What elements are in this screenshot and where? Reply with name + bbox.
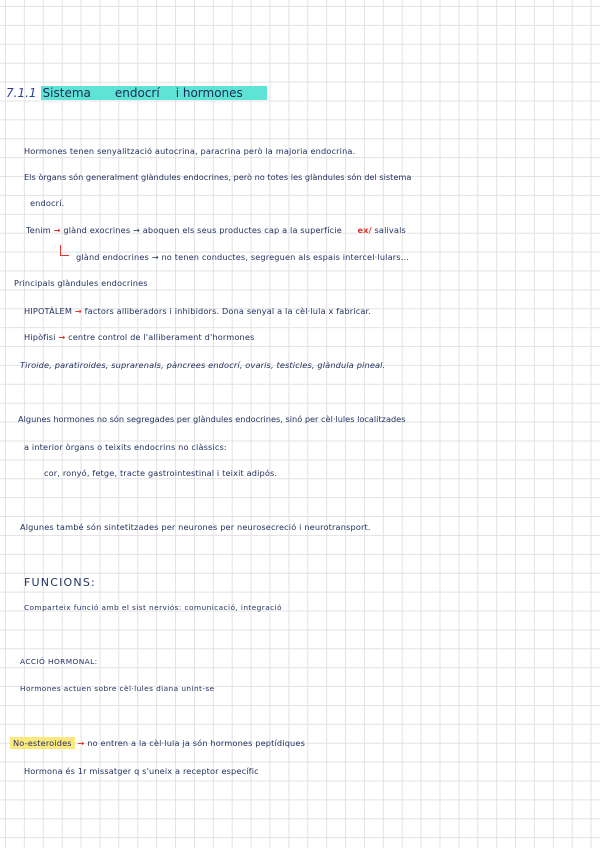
note-line-9: Tiroide, paratiroides, suprarenals, pàncrees endocrí, ovaris, testicles, glàndula pineal. <box>20 360 386 370</box>
note-line-15: Comparteix funció amb el sist nerviós: comunicació, integració <box>24 603 282 612</box>
hipofisi-label: Hipòfisi <box>24 332 56 342</box>
arrow-icon: → <box>53 225 61 235</box>
note-line-5: glànd endocrines → no tenen conductes, segreguen als espais intercel·lulars… <box>76 252 410 262</box>
section-heading-funcions: FUNCIONS: <box>24 576 96 589</box>
arrow-icon: → <box>74 306 82 316</box>
title-word-3: i hormones <box>175 86 243 100</box>
section-number: 7.1.1 <box>6 86 37 100</box>
arrow-icon: → <box>58 332 66 342</box>
note-line-1: Hormones tenen senyalització autocrina, paracrina però la majoria endocrina. <box>24 146 356 156</box>
arrow-icon: → <box>77 738 85 748</box>
section-heading-accio-hormonal: ACCIÓ HORMONAL: <box>20 657 98 666</box>
no-esteroides-text: no entren a la cèl·lula ja són hormones peptídiques <box>87 738 305 748</box>
example-mark: ex/ <box>357 225 372 235</box>
note-line-4 <box>26 225 406 235</box>
note-line-10: Algunes hormones no són segregades per glàndules endocrines, sinó per cèl·lules localitzades <box>18 414 406 424</box>
note-line-7 <box>24 306 371 316</box>
note-line-3: endocrí. <box>30 198 65 208</box>
example-text: salivals <box>374 225 406 235</box>
branch-arrow-icon <box>60 245 69 256</box>
note-line-18 <box>10 738 305 748</box>
note-line-19: Hormona és 1r missatger q s'uneix a receptor específic <box>24 766 259 776</box>
title-word-1: Sistema <box>42 86 91 100</box>
section-title <box>6 86 267 99</box>
note-line-8 <box>24 332 254 342</box>
note-line-11: a interior òrgans o teixits endocrins no clàssics: <box>24 442 227 452</box>
note-line-13: Algunes també són sintetitzades per neurones per neurosecreció i neurotransport. <box>20 522 371 532</box>
tenim-label: Tenim <box>26 225 51 235</box>
note-line-2: Els òrgans són generalment glàndules endocrines, però no totes les glàndules són del sistema <box>24 172 412 182</box>
title-highlight <box>41 86 267 100</box>
note-line-6: Principals glàndules endocrines <box>14 278 148 288</box>
no-esteroides-highlight: No-esteroides <box>10 737 75 749</box>
hipotalem-text: factors alliberadors i inhibidors. Dona senyal a la cèl·lula x fabricar. <box>84 306 372 316</box>
exocrine-text: glànd exocrines → aboquen els seus productes cap a la superfície <box>63 225 342 235</box>
note-line-17: Hormones actuen sobre cèl·lules diana unint-se <box>20 684 215 693</box>
note-line-12: cor, ronyó, fetge, tracte gastrointestinal i teixit adipós. <box>44 468 278 478</box>
hipofisi-text: centre control de l'alliberament d'hormones <box>68 332 255 342</box>
title-word-2: endocrí <box>114 86 160 100</box>
hipotalem-label: HIPOTÀLEM <box>24 306 73 316</box>
